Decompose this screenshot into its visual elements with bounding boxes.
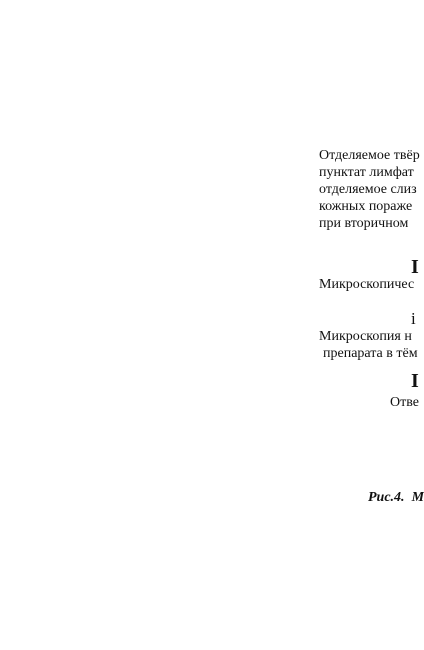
paragraph-line: пунктат лимфат bbox=[319, 165, 414, 180]
answer-line: Отве bbox=[390, 395, 419, 410]
paragraph-line: Отделяемое твёр bbox=[319, 148, 420, 163]
figure-title: М bbox=[411, 490, 424, 505]
paragraph-line: при вторичном bbox=[319, 216, 409, 231]
paragraph-line: отделяемое слиз bbox=[319, 182, 417, 197]
darkfield-preparation-line: препарата в тём bbox=[323, 346, 418, 361]
flow-step-numeral: I bbox=[411, 370, 419, 392]
figure-caption bbox=[368, 489, 424, 506]
specimen-paragraph bbox=[319, 147, 420, 232]
figure-label: Рис.4. bbox=[368, 490, 405, 505]
flow-step-numeral: I bbox=[411, 256, 419, 278]
microscopy-heading: Микроскопичес bbox=[319, 277, 415, 292]
paragraph-line: кожных пораже bbox=[319, 199, 413, 214]
darkfield-microscopy-line: Микроскопия н bbox=[319, 329, 412, 344]
flow-step-numeral-small: i bbox=[411, 309, 416, 328]
